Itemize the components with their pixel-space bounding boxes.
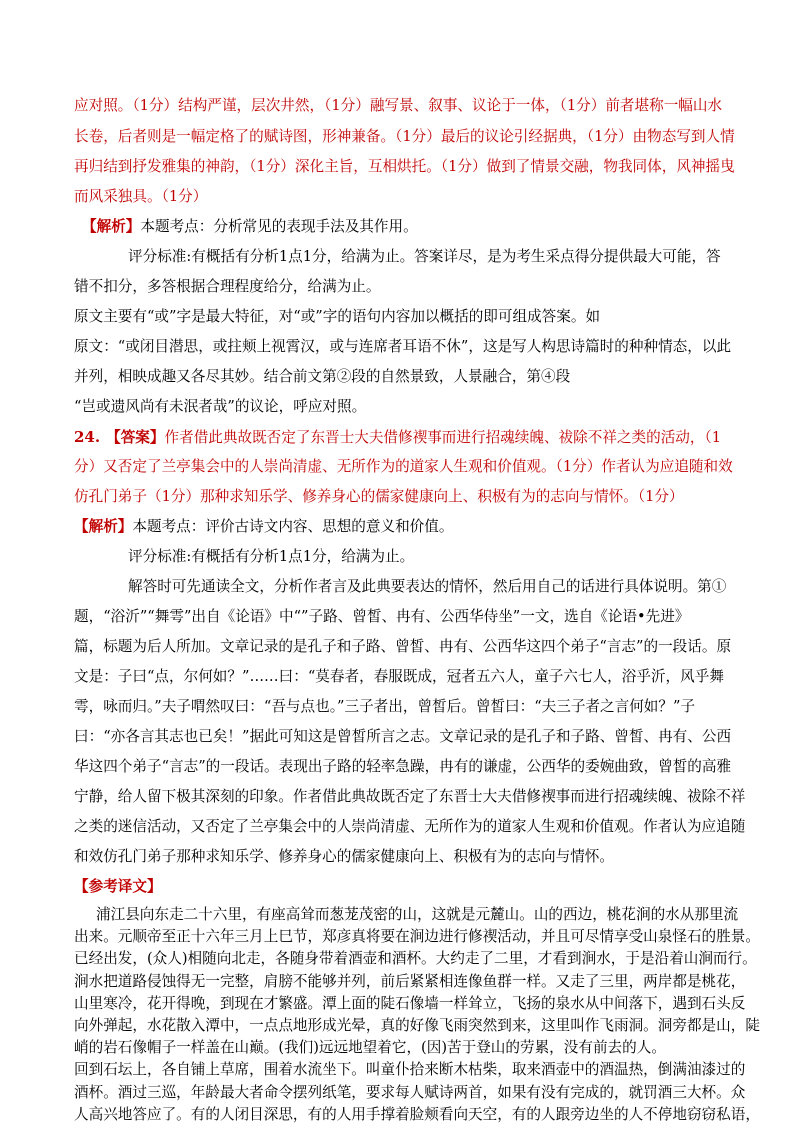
analysis-line: 解答时可先通读全文，分析作者言及此典要表达的情怀，然后用自己的话进行具体说明。第① [128,578,727,595]
analysis-line: 和效仿孔门弟子那种求知乐学、修养身心的儒家健康向上、积极有为的志向与情怀。 [74,848,614,865]
answer-line: 长卷，后者则是一幅定格了的赋诗图，形神兼备。（1分）最后的议论引经据典，（1分）由物态写到人情 [74,128,735,145]
translation-line: 向外弹起，水花散入潭中，一点点地形成光晕，真的好像飞雨突然到来，这里叫作飞雨洞。洞旁都是山，陡 [74,1017,760,1034]
analysis-line: “岂或遗风尚有未泯者哉”的议论，呼应对照。 [74,398,367,415]
analysis-topic: 本题考点：分析常见的表现手法及其作用。 [140,218,418,235]
analysis-header-line [0,518,800,536]
q24-answer-text: 作者借此典故既否定了东晋士大夫借修禊事而进行招魂续魄、祓除不祥之类的活动，（1 [164,429,722,446]
question-number: 24. [74,428,101,446]
translation-line: 浦江县向东走二十六里，有座高耸而葱茏茂密的山，这就是元麓山。山的西边，桃花涧的水从那里流 [96,906,739,923]
analysis-line: 雩，咏而归。”夫子喟然叹曰：“吾与点也。”三子者出，曾皙后。曾皙曰：“夫三子者之言何如？”子 [74,698,696,715]
analysis-line: 之类的迷信活动，又否定了兰亭集会中的人崇尚清虚、无所作为的道家人生观和价值观。作者认为应追随 [74,818,746,835]
analysis-line: 并列，相映成趣又各尽其妙。结合前文第②段的自然景致，人景融合，第④段 [74,368,571,385]
translation-line: 峭的岩石像帽子一样盖在山巅。(我们)远远地望着它，(因)苦于登山的劳累，没有前去的人。 [74,1039,666,1057]
q24-answer-line [0,428,800,447]
answer-line: 应对照。（1分）结构严谨，层次井然，（1分）融写景、叙事、议论于一体，（1分）前者堪称一幅山水 [74,97,723,114]
analysis-line: 评分标准:有概括有分析1点1分，给满为止。答案详尽，是为考生采点得分提供最大可能，答 [128,248,721,265]
answer-line: 再归结到抒发雅集的神韵，（1分）深化主旨，互相烘托。（1分）做到了情景交融，物我同体，风神摇曳 [74,158,735,175]
analysis-line: 原文：“或闭目潜思，或拄颊上视霄汉，或与连席者耳语不休”，这是写人构思诗篇时的种种情态，以此 [74,338,732,355]
translation-line: 涧水把道路侵蚀得无一完整，肩膀不能够并列，前后紧紧相连像鱼群一样。又走了三里，两岸都是桃花， [74,972,746,990]
analysis-tag: 【解析】 [82,218,141,235]
translation-line: 酒杯。酒过三巡，年龄最大者命令摆列纸笔，要求每人赋诗两首，如果有没有完成的，就罚酒三大杯。众 [74,1083,746,1101]
q24-answer-line: 仿孔门弟子（1分）那种求知乐学、修养身心的儒家健康向上、积极有为的志向与情怀。（1分） [74,488,684,505]
analysis-header-line [0,218,800,236]
analysis-line: 评分标准:有概括有分析1点1分，给满为止。 [128,548,415,565]
translation-line: 出来。元顺帝至正十六年三月上巳节，郑彦真将要在涧边进行修禊活动，并且可尽情享受山泉怪石的胜景。 [74,928,760,946]
analysis-tag: 【解析】 [74,518,133,535]
translation-line: 回到石坛上，各自铺上草席，围着水流坐下。叫童仆拾来断木枯柴，取来酒壶中的酒温热，倒满油漆过的 [74,1061,746,1079]
answer-tag: 【答案】 [106,429,165,446]
analysis-line: 华这四个弟子“言志”的一段话。表现出子路的轻率急躁，冉有的谦虚，公西华的委婉曲致，曾皙的高雅 [74,758,732,775]
translation-tag: 【参考译文】 [74,878,162,895]
analysis-line: 题，“浴沂”“舞雩”出自《论语》中“”子路、曾皙、冉有、公西华侍坐”一文，选自《论语•先进》 [74,608,690,625]
analysis-line: 错不扣分，多答根据合理程度给分，给满为止。 [74,278,381,295]
translation-line: 已经出发，(众人)相随向北走，各随身带着酒壶和酒杯。大约走了二里，才看到涧水，于是沿着山涧而行。 [74,950,757,968]
translation-header [0,878,800,896]
analysis-line: 曰：“亦各言其志也已矣！”据此可知这是曾皙所言之志。文章记录的是孔子和子路、曾皙、冉有、公西 [74,728,732,745]
answer-line: 而风采独具。（1分） [74,188,208,205]
analysis-line: 原文主要有“或”字是最大特征，对“或”字的语句内容加以概括的即可组成答案。如 [74,308,601,325]
translation-line: 山里寒冷，花开得晚，到现在才繁盛。潭上面的陡石像墙一样耸立，飞扬的泉水从中间落下，遇到石头反 [74,994,746,1012]
analysis-topic: 本题考点：评价古诗文内容、思想的意义和价值。 [132,518,454,535]
analysis-line: 篇，标题为后人所加。文章记录的是孔子和子路、曾皙、冉有、公西华这四个弟子“言志”的一段话。原 [74,638,732,655]
analysis-line: 文是：子曰“点，尔何如？”……曰：“莫春者，春服既成，冠者五六人，童子六七人，浴乎沂，风乎舞 [74,668,724,685]
q24-answer-line: 分）又否定了兰亭集会中的人崇尚清虚、无所作为的道家人生观和价值观。（1分）作者认为应追随和效 [74,458,733,475]
analysis-line: 宁静，给人留下极其深刻的印象。作者借此典故既否定了东晋士大夫借修禊事而进行招魂续魄、祓除不祥 [74,788,746,805]
translation-line: 人高兴地答应了。有的人闭目深思，有的人用手撑着脸颊看向天空，有的人跟旁边坐的人不停地窃窃私语， [74,1105,760,1123]
